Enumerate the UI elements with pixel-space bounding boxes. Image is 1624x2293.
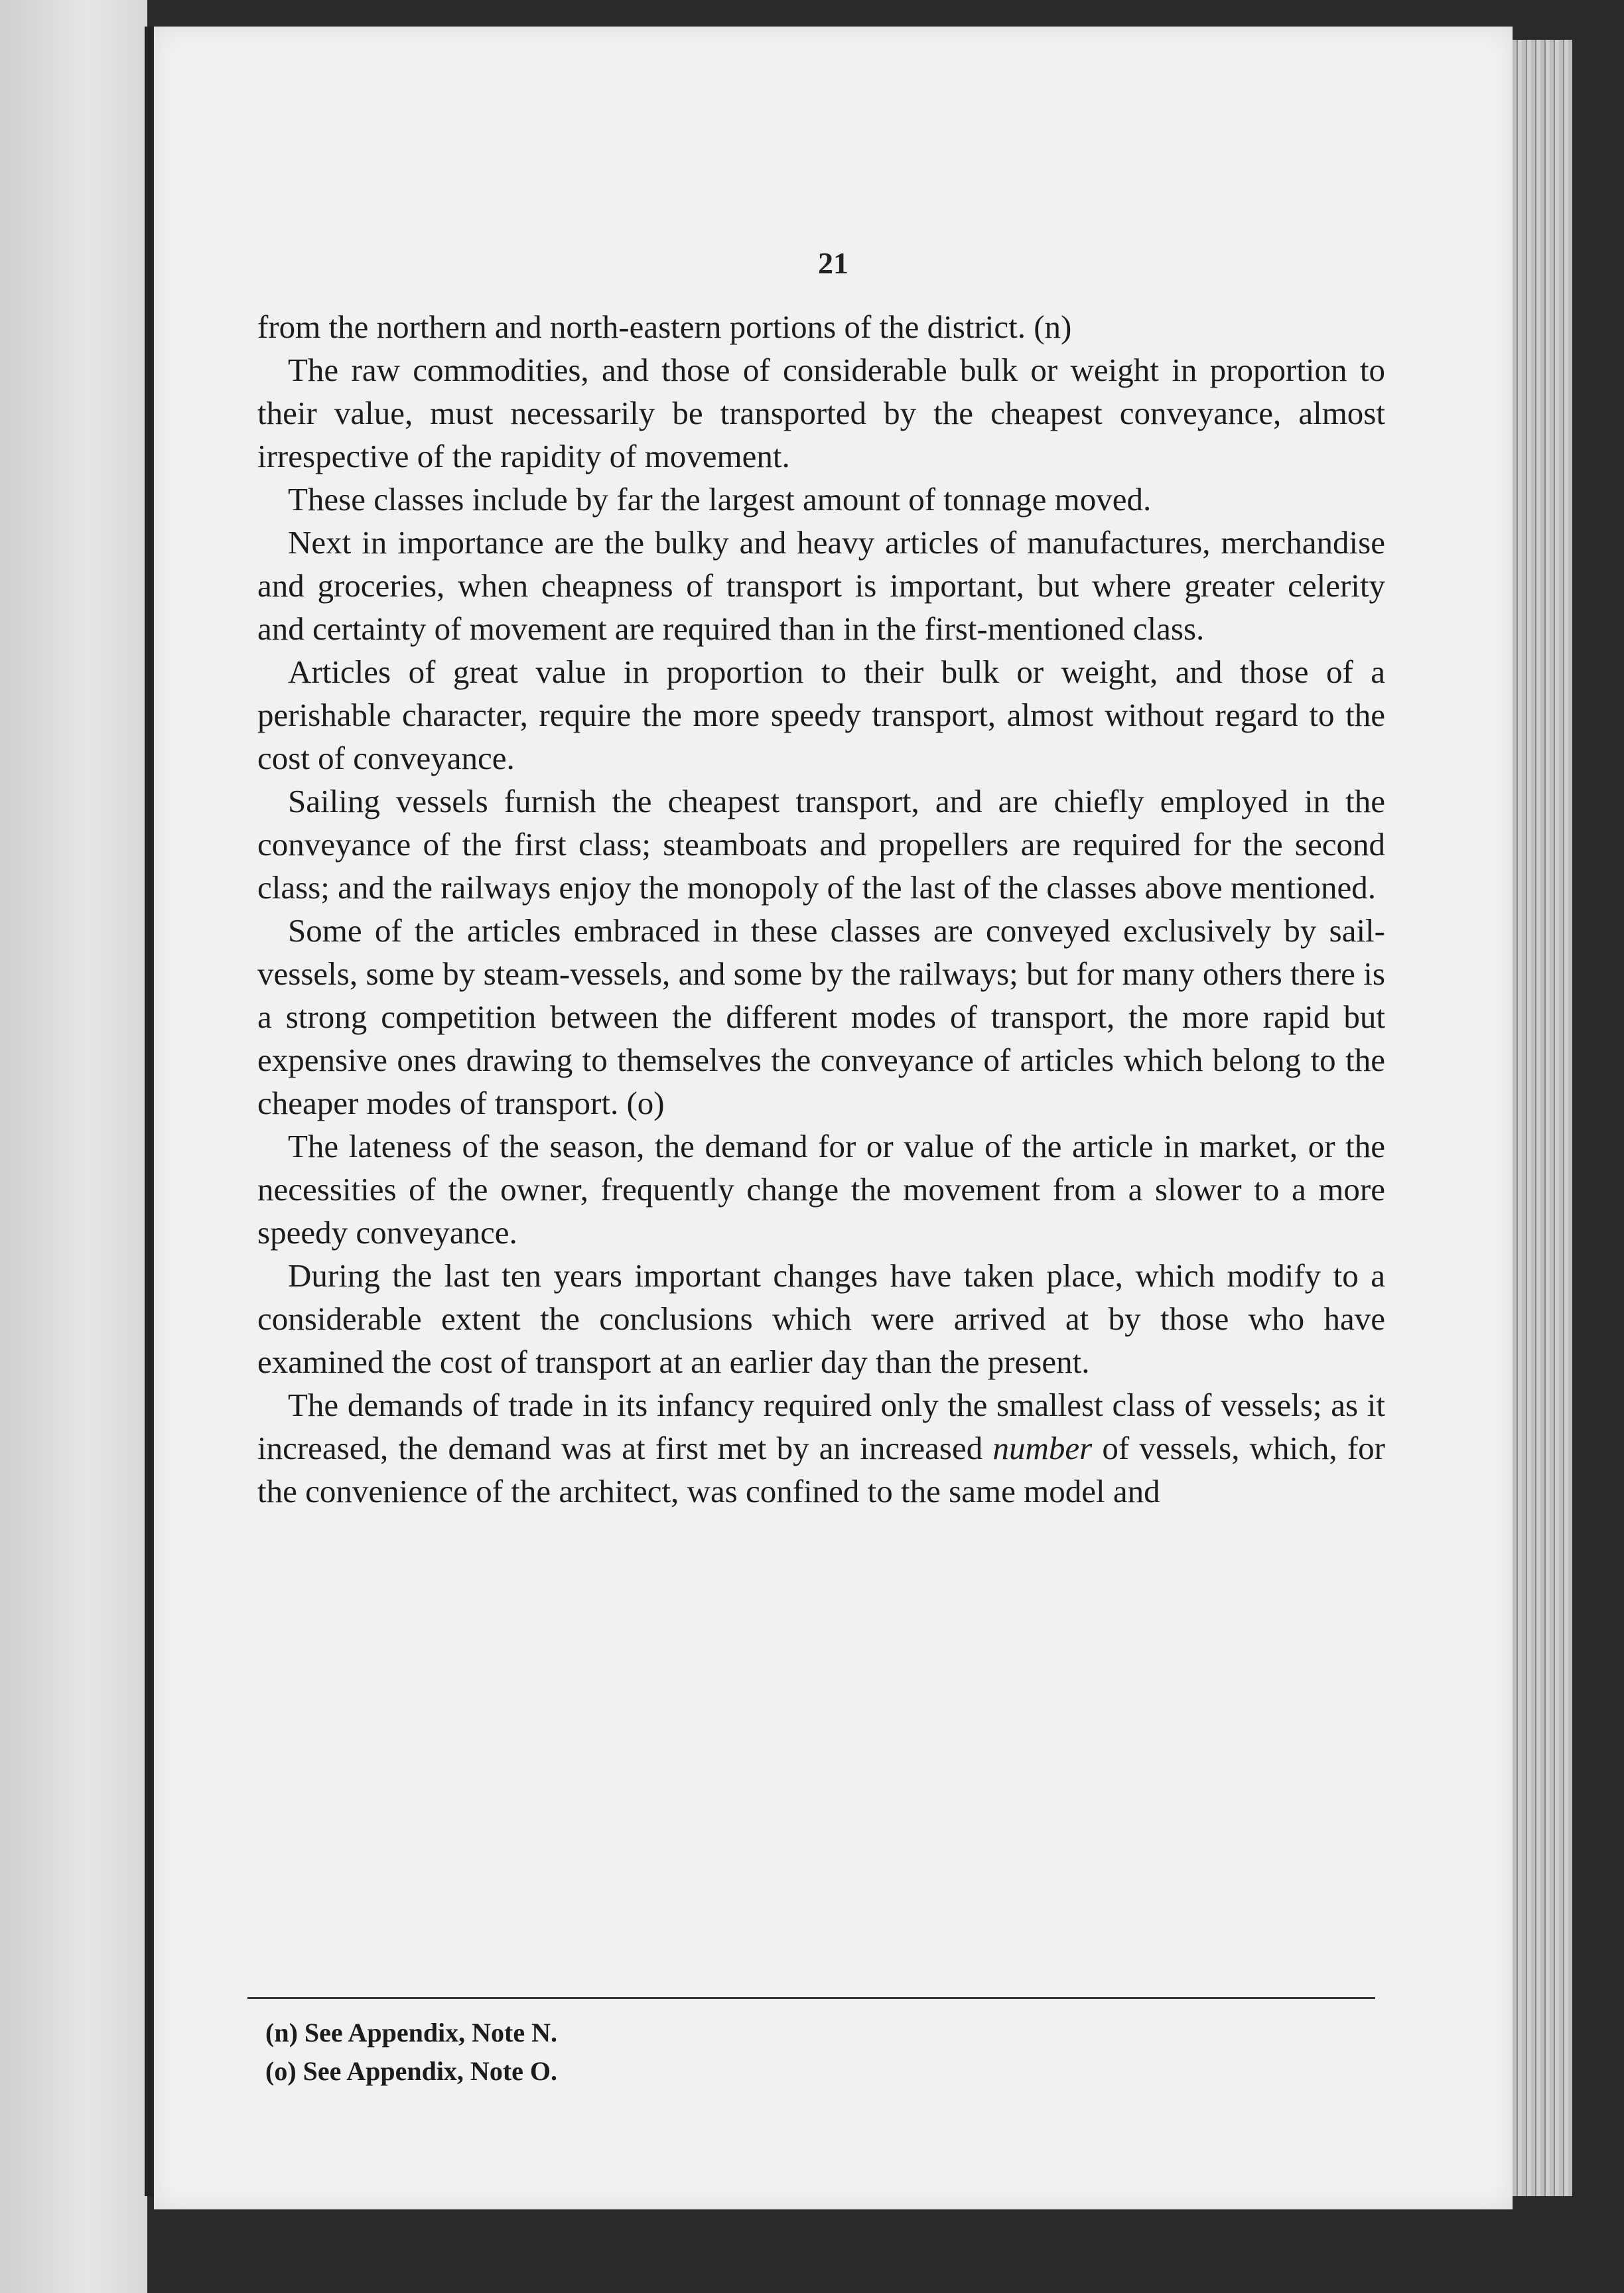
paragraph-10 [257,1383,1385,1513]
footnote-rule [247,1997,1375,1999]
page-number: 21 [818,246,848,280]
paragraph-3: These classes include by far the largest amount of tonnage moved. [288,481,1152,518]
facing-page-margin [0,0,147,2293]
paragraph-7: Some of the articles embraced in these classes are conveyed exclusively by sail-vessels, some by steam-vessels, and some by the railways; but for many others there is a strong competition between the different modes of transport, the more rapid but expensive ones drawing to themselves the conveyance of articles which belong to the cheaper modes of transport. (o) [257,912,1385,1121]
body-text [257,305,1385,1513]
paragraph-10-end: of vessels, which, for the convenience of the architect, was confined to the same model and [257,1430,1385,1509]
footnote-o: (o) See Appendix, Note O. [265,2056,557,2086]
paragraph-2: The raw commodities, and those of considerable bulk or weight in proportion to their value, must necessarily be transported by the cheapest conveyance, almost irrespective of the rapidity of movement. [257,352,1385,474]
paragraph-10-start: The demands of trade in its infancy required only the smallest class of vessels; as it increased, the demand was at first met by an increased [257,1387,1385,1466]
paragraph-8: The lateness of the season, the demand for or value of the article in market, or the necessities of the owner, frequently change the movement from a slower to a more speedy conveyance. [257,1128,1385,1251]
binding-edge [145,27,153,2196]
paragraph-5: Articles of great value in proportion to their bulk or weight, and those of a perishable character, require the more speedy transport, almost without regard to the cost of conveyance. [257,654,1385,776]
emphasis-number: number [992,1430,1093,1466]
paragraph-6: Sailing vessels furnish the cheapest transport, and are chiefly employed in the conveyance of the first class; steamboats and propellers are required for the second class; and the railways enjoy the monopoly of the last of the classes above mentioned. [257,783,1385,906]
page-stack-edge [1513,40,1572,2196]
paragraph-9: During the last ten years important changes have taken place, which modify to a considerable extent the conclusions which were arrived at by those who have examined the cost of transport at an earlier day than the present. [257,1257,1385,1380]
footnote-n: (n) See Appendix, Note N. [265,2018,558,2048]
paragraph-4: Next in importance are the bulky and heavy articles of manufactures, merchandise and groceries, when cheapness of transport is important, but where greater celerity and certainty of movement are required than in the first-mentioned class. [257,524,1385,647]
footnotes [265,2014,1327,2091]
paragraph-1: from the northern and north-eastern portions of the district. (n) [257,309,1072,345]
